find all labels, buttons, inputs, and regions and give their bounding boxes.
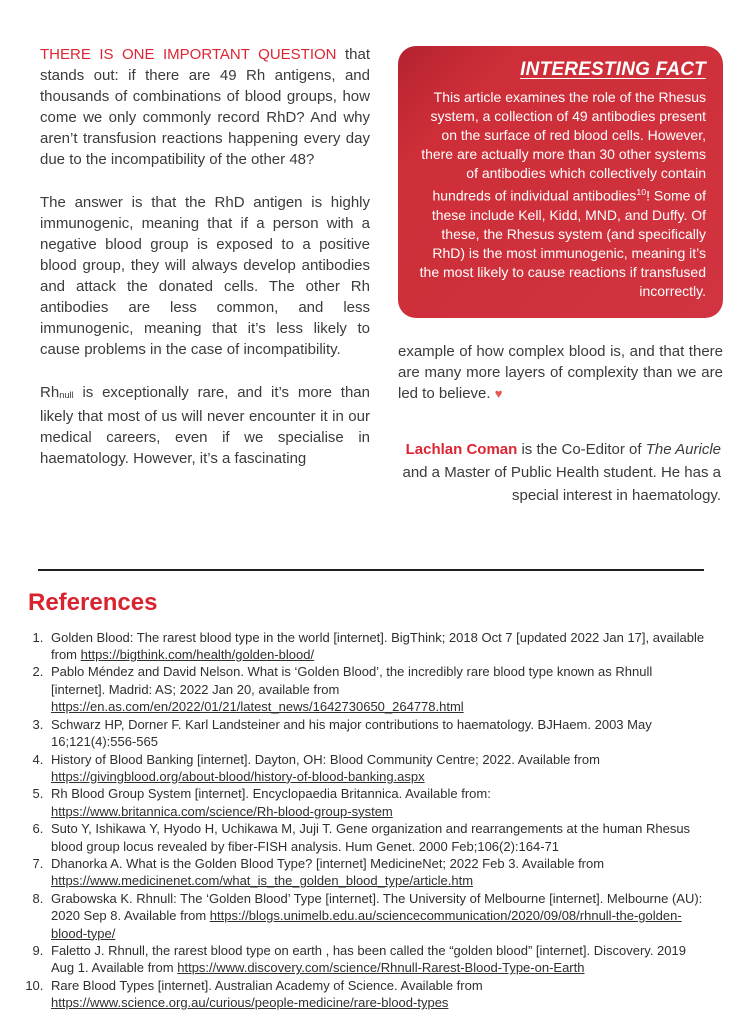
continuation-paragraph: example of how complex blood is, and that there are many more layers of complexity than we are led to believe. ♥ <box>398 342 723 402</box>
reference-link[interactable]: https://www.discovery.com/science/Rhnull-Rarest-Blood-Type-on-Earth <box>177 960 585 976</box>
reference-link[interactable]: https://givingblood.org/about-blood/history-of-blood-banking.aspx <box>51 768 425 784</box>
fact-box-title: INTERESTING FACT <box>520 59 706 80</box>
section-divider <box>38 569 704 571</box>
anatomical-heart-icon: ♥ <box>494 385 503 401</box>
author-bio: Lachlan Coman is the Co-Editor of The Auricle and a Master of Public Health student. He has a special interest in haematology. <box>402 440 721 504</box>
reference-item: 1. Golden Blood: The rarest blood type in the world [internet]. BigThink; 2018 Oct 7 [updated 2022 Jan 17], available from https://bigthink.com/health/golden-blood/ <box>47 629 706 664</box>
article-columns <box>0 0 746 507</box>
article-right-column <box>398 44 723 507</box>
reference-item: 3. Schwarz HP, Dorner F. Karl Landsteiner and his major contributions to haematology. BJHaem. 2003 May 16;121(4):556-565 <box>47 716 706 751</box>
reference-link[interactable]: https://bigthink.com/health/golden-blood/ <box>80 647 315 663</box>
reference-link[interactable]: https://blogs.unimelb.edu.au/sciencecommunication/2020/09/08/rhnull-the-golden-blood-type/ <box>51 908 682 941</box>
reference-item: 6. Suto Y, Ishikawa Y, Hyodo H, Uchikawa M, Juji T. Gene organization and rearrangements at the human Rhesus blood group locus revealed by fiber-FISH analysis. Hum Genet. 2000 Feb;106(2):164-71 <box>47 820 706 855</box>
paragraph-question-text: that stands out: if there are 49 Rh antigens, and thousands of combinations of blood groups, how come we only commonly record RhD? And why aren’t transfusion reactions happening every day due to the incompatibility of the other 48? <box>40 46 371 168</box>
reference-item: 4. History of Blood Banking [internet]. Dayton, OH: Blood Community Centre; 2022. Available from https://givingblood.org/about-blood/history-of-blood-banking.aspx <box>47 751 706 786</box>
reference-item: 10. Rare Blood Types [internet]. Australian Academy of Science. Available from https://www.science.org.au/curious/people-medicine/rare-blood-types <box>47 977 706 1012</box>
interesting-fact-box <box>398 46 723 318</box>
reference-item: 9. Faletto J. Rhnull, the rarest blood type on earth , has been called the “golden blood” [internet]. Discovery. 2019 Aug 1. Available from https://www.discovery.com/science/Rhnull-Rarest-Blood-Type-on-Earth <box>47 942 706 977</box>
paragraph-answer: The answer is that the RhD antigen is highly immunogenic, meaning that if a person with a negative blood group is exposed to a positive blood group, they will always develop antibodies and attack the donated cells. The other Rh antibodies are less common, and less immunogenic, meaning that it’s less likely to cause problems in the case of incompatibility. <box>40 194 370 358</box>
reference-link[interactable]: https://www.science.org.au/curious/people-medicine/rare-blood-types <box>51 995 449 1011</box>
fact-box-body: This article examines the role of the Rhesus system, a collection of 49 antibodies present on the surface of red blood cells. However, there are actually more than 30 other systems of antibodies which collectively contain hundreds of individual antibodies$^{10}$! Some of these include Kell, Kidd, MND, and Duffy. Of these, the Rhesus system (and specifically RhD) is the most immunogenic, meaning it’s the most likely to cause reactions if transfused incorrectly. <box>419 89 706 299</box>
reference-item: 5. Rh Blood Group System [internet]. Encyclopaedia Britannica. Available from: https://www.britannica.com/science/Rh-blood-group-system <box>47 785 706 820</box>
references-heading: References <box>28 588 158 616</box>
reference-link[interactable]: https://www.medicinenet.com/what_is_the_golden_blood_type/article.htm <box>51 873 474 889</box>
reference-link[interactable]: https://en.as.com/en/2022/01/21/latest_news/1642730650_264778.html <box>51 699 464 715</box>
references-list <box>28 629 706 1012</box>
paragraph-question <box>40 44 370 170</box>
reference-item: 7. Dhanorka A. What is the Golden Blood Type? [internet] MedicineNet; 2022 Feb 3. Available from https://www.medicinenet.com/what_is_the_golden_blood_type/article.htm <box>47 855 706 890</box>
reference-item: 2. Pablo Méndez and David Nelson. What is ‘Golden Blood’, the incredibly rare blood type known as Rhnull [internet]. Madrid: AS; 2022 Jan 20, available from https://en.as.com/en/2022/01/21/latest_news/1642730650_264778.html <box>47 663 706 715</box>
references-section <box>0 589 746 1012</box>
reference-item: 8. Grabowska K. Rhnull: The ‘Golden Blood’ Type [internet]. The University of Melbourne [internet]. Melbourne (AU): 2020 Sep 8. Available from https://blogs.unimelb.edu.au/sciencecommunication/2020/09/08/rhnull-the-golden-blood-type/ <box>47 890 706 942</box>
reference-link[interactable]: https://www.britannica.com/science/Rh-blood-group-system <box>51 803 393 819</box>
article-left-column <box>40 44 370 507</box>
lead-in-text: THERE IS ONE IMPORTANT QUESTION <box>40 46 337 63</box>
paragraph-rhnull: Rhnull is exceptionally rare, and it’s more than likely that most of us will never encounter it in our medical careers, even if we specialise in haematology. However, it’s a fascinating <box>40 384 370 468</box>
